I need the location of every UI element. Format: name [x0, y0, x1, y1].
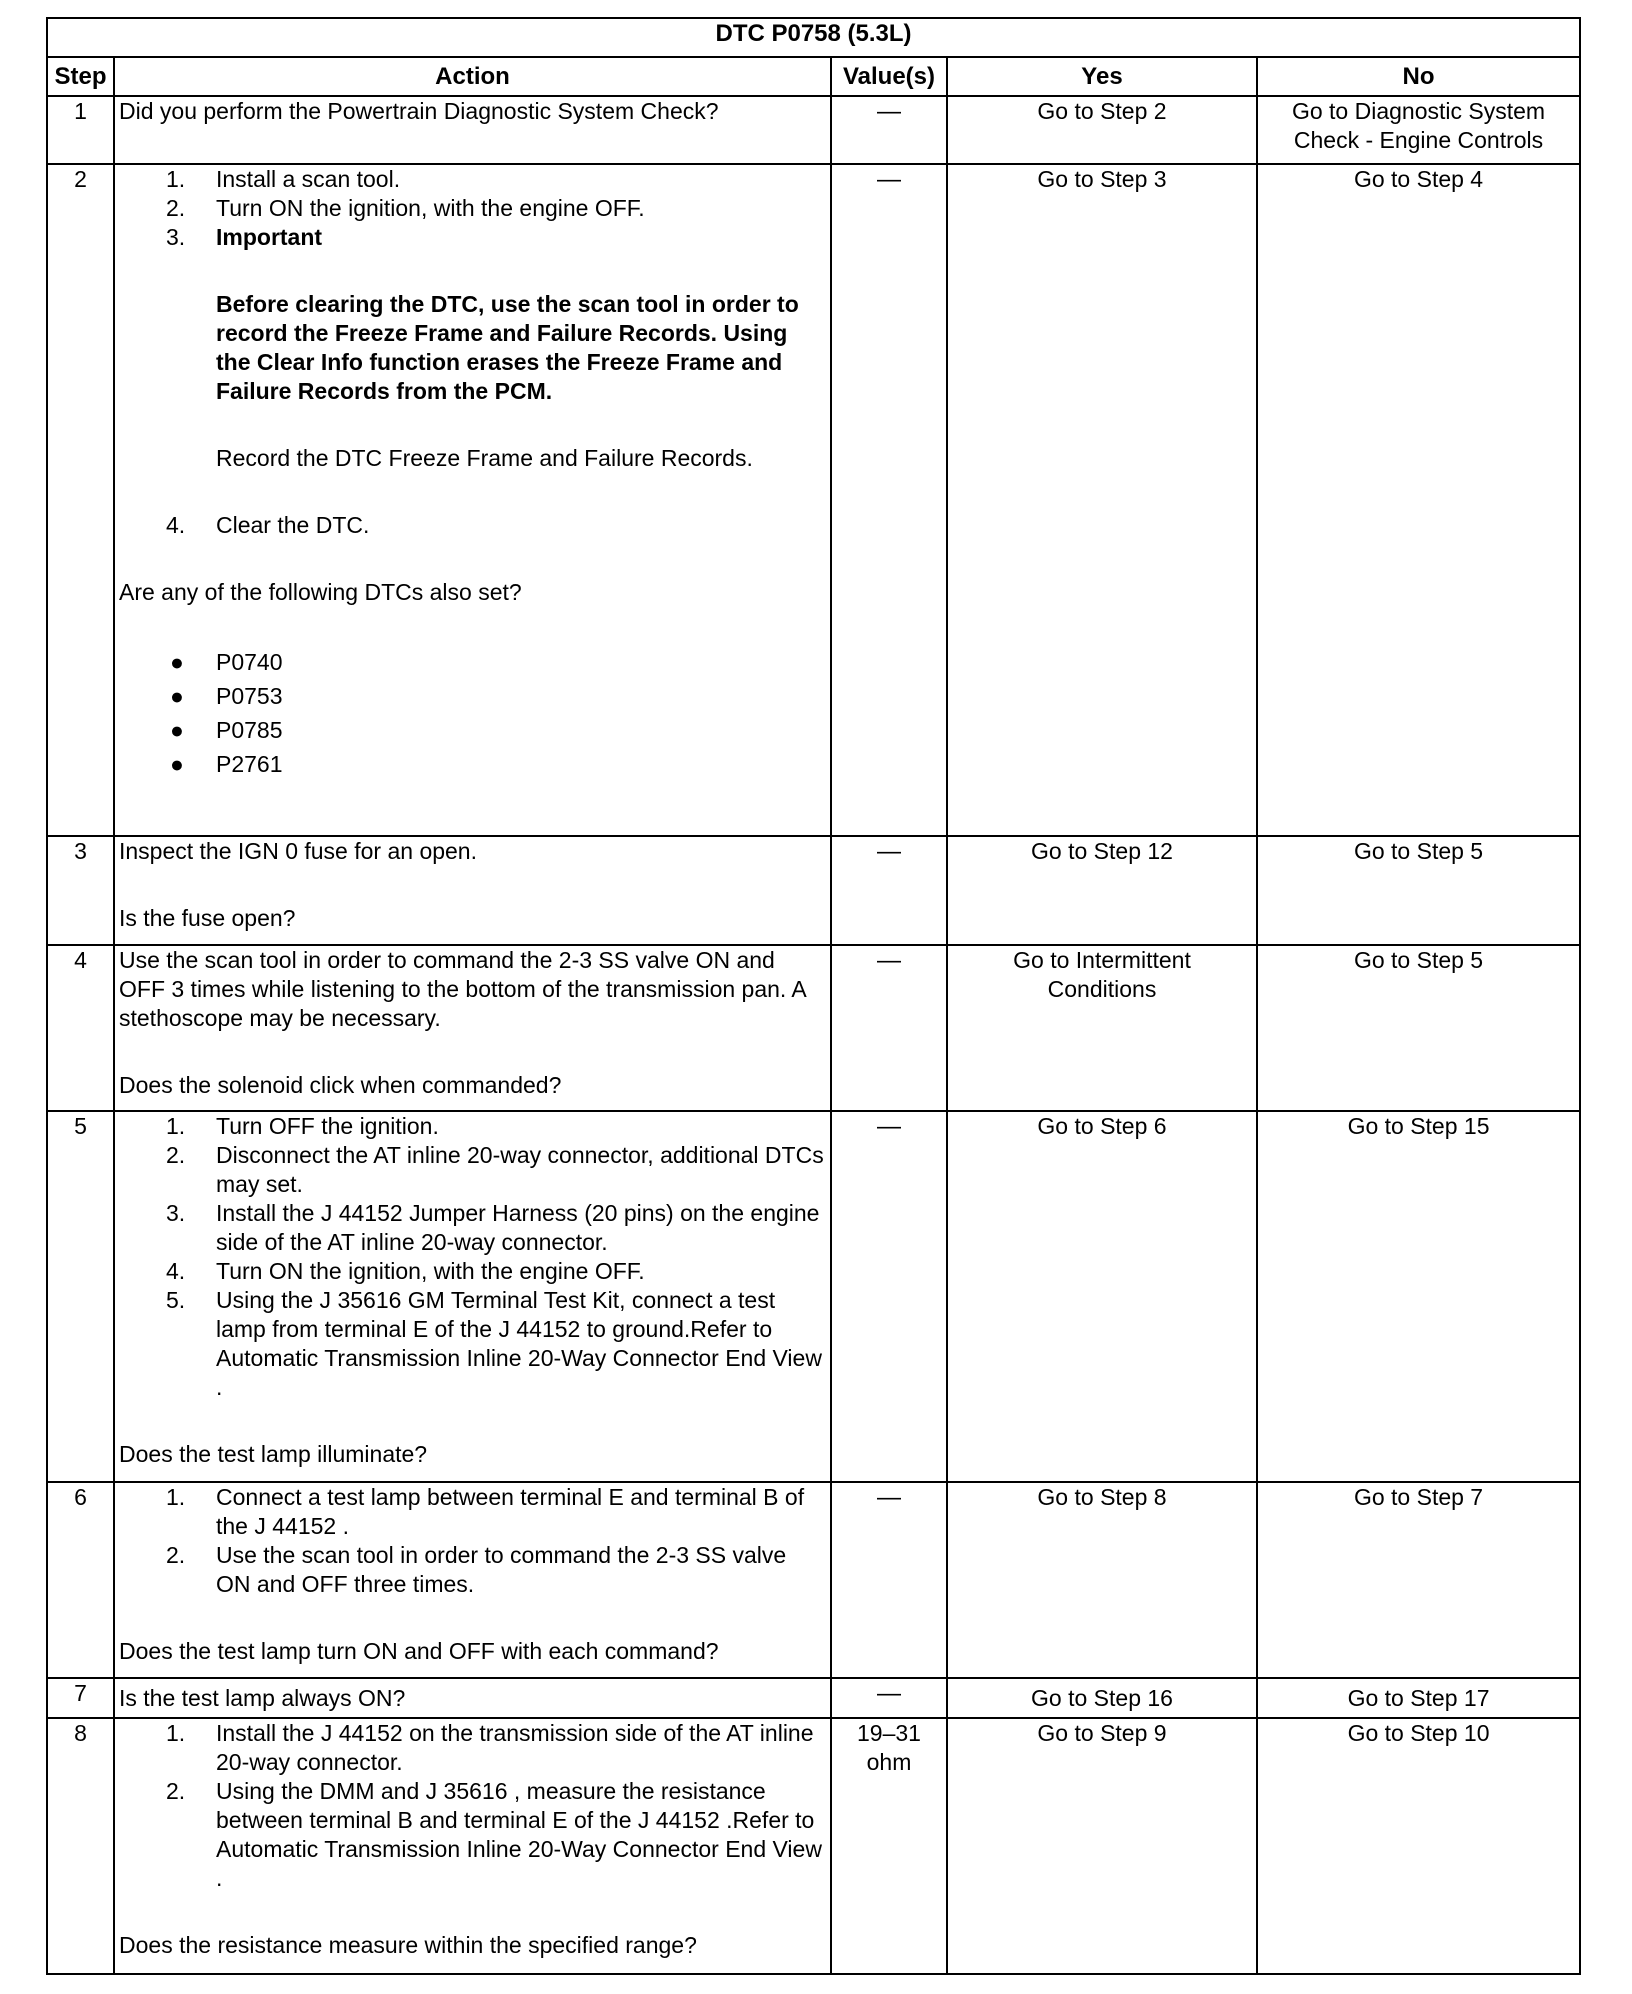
table-title: DTC P0758 (5.3L) — [47, 18, 1580, 57]
yes-cell: Go to Step 12 — [947, 836, 1257, 945]
instruction-item: 2. Use the scan tool in order to command the 2-3 SS valve ON and OFF three times. — [166, 1542, 787, 1597]
step-number: 6 — [47, 1482, 114, 1678]
question: Does the test lamp turn ON and OFF with each command? — [119, 1638, 719, 1664]
no-cell: Go to Step 15 — [1257, 1111, 1580, 1482]
no-cell: Go to Step 5 — [1257, 836, 1580, 945]
instruction-item: 2. Using the DMM and J 35616 , measure the resistance between terminal B and terminal E of the J 44152 .Refer to Automatic Transmission Inline 20-Way Connector End View . — [166, 1778, 822, 1891]
header-no: No — [1257, 57, 1580, 96]
yes-cell: Go to Step 3 — [947, 164, 1257, 836]
yes-cell: Go to Step 2 — [947, 96, 1257, 164]
instruction-list — [119, 1483, 826, 1599]
value-cell: — — [831, 836, 947, 945]
instruction-list — [119, 1719, 826, 1893]
action-cell — [114, 96, 831, 164]
instruction-item: 4. Turn ON the ignition, with the engine OFF. — [166, 1258, 645, 1284]
yes-line: Conditions — [1047, 976, 1157, 1002]
dtc-table — [46, 17, 1581, 1975]
no-line: Go to Diagnostic System — [1291, 98, 1546, 124]
action-cell — [114, 1482, 831, 1678]
step-number: 7 — [47, 1678, 114, 1718]
instruction-item: 2. Turn ON the ignition, with the engine OFF. — [166, 195, 645, 221]
value-cell: — — [831, 945, 947, 1111]
no-cell — [1257, 96, 1580, 164]
action-cell — [114, 1718, 831, 1974]
value-range: 19–31 — [857, 1720, 921, 1746]
dtc-item: ● P2761 — [170, 751, 283, 777]
dtc-item: ● P0740 — [170, 649, 283, 675]
value-cell: — — [831, 1678, 947, 1718]
table-row — [47, 836, 1580, 945]
action-cell — [114, 836, 831, 945]
value-cell: — — [831, 1111, 947, 1482]
instruction-item: 3. Important Before clearing the DTC, use the scan tool in order to record the Freeze Frame and Failure Records. Using the Clear Info function erases the Freeze Frame and Failure Records from the PCM. Record the DTC Freeze Frame and Failure Records. — [166, 223, 826, 511]
instruction-list — [119, 1112, 826, 1402]
no-line: Check - Engine Controls — [1293, 127, 1544, 153]
no-cell: Go to Step 7 — [1257, 1482, 1580, 1678]
no-cell: Go to Step 4 — [1257, 164, 1580, 836]
dtc-item: ● P0785 — [170, 717, 283, 743]
action-text: Use the scan tool in order to command the 2-3 SS valve ON and OFF 3 times while listening to the bottom of the transmission pan. A stethoscope may be necessary. — [119, 947, 806, 1031]
yes-cell: Go to Step 16 — [947, 1678, 1257, 1718]
instruction-item: 3. Install the J 44152 Jumper Harness (20 pins) on the engine side of the AT inline 20-way connector. — [166, 1200, 820, 1255]
table-row — [47, 1482, 1580, 1678]
header-action: Action — [114, 57, 831, 96]
value-cell: — — [831, 164, 947, 836]
instruction-item: 1. Install a scan tool. — [166, 166, 401, 192]
yes-cell: Go to Step 9 — [947, 1718, 1257, 1974]
no-cell: Go to Step 5 — [1257, 945, 1580, 1111]
important-note: Before clearing the DTC, use the scan tool in order to record the Freeze Frame and Failure Records. Using the Clear Info function erases the Freeze Frame and Failure Records from the PCM. — [216, 291, 799, 404]
no-cell: Go to Step 10 — [1257, 1718, 1580, 1974]
dtc-item: ● P0753 — [170, 683, 283, 709]
table-row — [47, 1678, 1580, 1718]
question: Are any of the following DTCs also set? — [119, 579, 522, 605]
action-text: Inspect the IGN 0 fuse for an open. — [119, 838, 477, 864]
record-note: Record the DTC Freeze Frame and Failure Records. — [216, 445, 753, 471]
action-cell — [114, 1111, 831, 1482]
instruction-item: 1. Connect a test lamp between terminal E and terminal B of the J 44152 . — [166, 1484, 805, 1539]
header-yes: Yes — [947, 57, 1257, 96]
yes-line: Go to Intermittent — [1013, 947, 1191, 973]
no-cell: Go to Step 17 — [1257, 1678, 1580, 1718]
important-label: Important — [216, 224, 323, 250]
table-row — [47, 945, 1580, 1111]
table-row — [47, 1111, 1580, 1482]
question: Does the solenoid click when commanded? — [119, 1072, 562, 1098]
step-number: 1 — [47, 96, 114, 164]
instruction-item: 4. Clear the DTC. — [166, 512, 370, 538]
yes-cell: Go to Step 8 — [947, 1482, 1257, 1678]
value-unit: ohm — [866, 1749, 912, 1775]
question: Does the resistance measure within the specified range? — [119, 1932, 697, 1958]
action-cell — [114, 1678, 831, 1718]
step-number: 4 — [47, 945, 114, 1111]
yes-cell — [947, 945, 1257, 1111]
dtc-list — [119, 645, 826, 781]
table-row — [47, 1718, 1580, 1974]
question: Does the test lamp illuminate? — [119, 1441, 428, 1467]
question: Did you perform the Powertrain Diagnostic System Check? — [119, 98, 719, 124]
header-step: Step — [47, 57, 114, 96]
instruction-item: 1. Install the J 44152 on the transmission side of the AT inline 20-way connector. — [166, 1720, 814, 1775]
instruction-list — [119, 165, 826, 540]
header-values: Value(s) — [831, 57, 947, 96]
step-number: 3 — [47, 836, 114, 945]
question: Is the test lamp always ON? — [119, 1684, 406, 1711]
header-row — [47, 57, 1580, 96]
question: Is the fuse open? — [119, 905, 296, 931]
table-row — [47, 96, 1580, 164]
value-cell — [831, 1718, 947, 1974]
yes-cell: Go to Step 6 — [947, 1111, 1257, 1482]
action-cell — [114, 164, 831, 836]
action-cell — [114, 945, 831, 1111]
step-number: 5 — [47, 1111, 114, 1482]
instruction-item: 5. Using the J 35616 GM Terminal Test Kit, connect a test lamp from terminal E of the J 44152 to ground.Refer to Automatic Transmission Inline 20-Way Connector End View . — [166, 1287, 822, 1400]
value-cell: — — [831, 96, 947, 164]
table-row — [47, 164, 1580, 836]
value-cell: — — [831, 1482, 947, 1678]
step-number: 2 — [47, 164, 114, 836]
instruction-item: 1. Turn OFF the ignition. — [166, 1113, 439, 1139]
instruction-item: 2. Disconnect the AT inline 20-way connector, additional DTCs may set. — [166, 1142, 824, 1197]
step-number: 8 — [47, 1718, 114, 1974]
